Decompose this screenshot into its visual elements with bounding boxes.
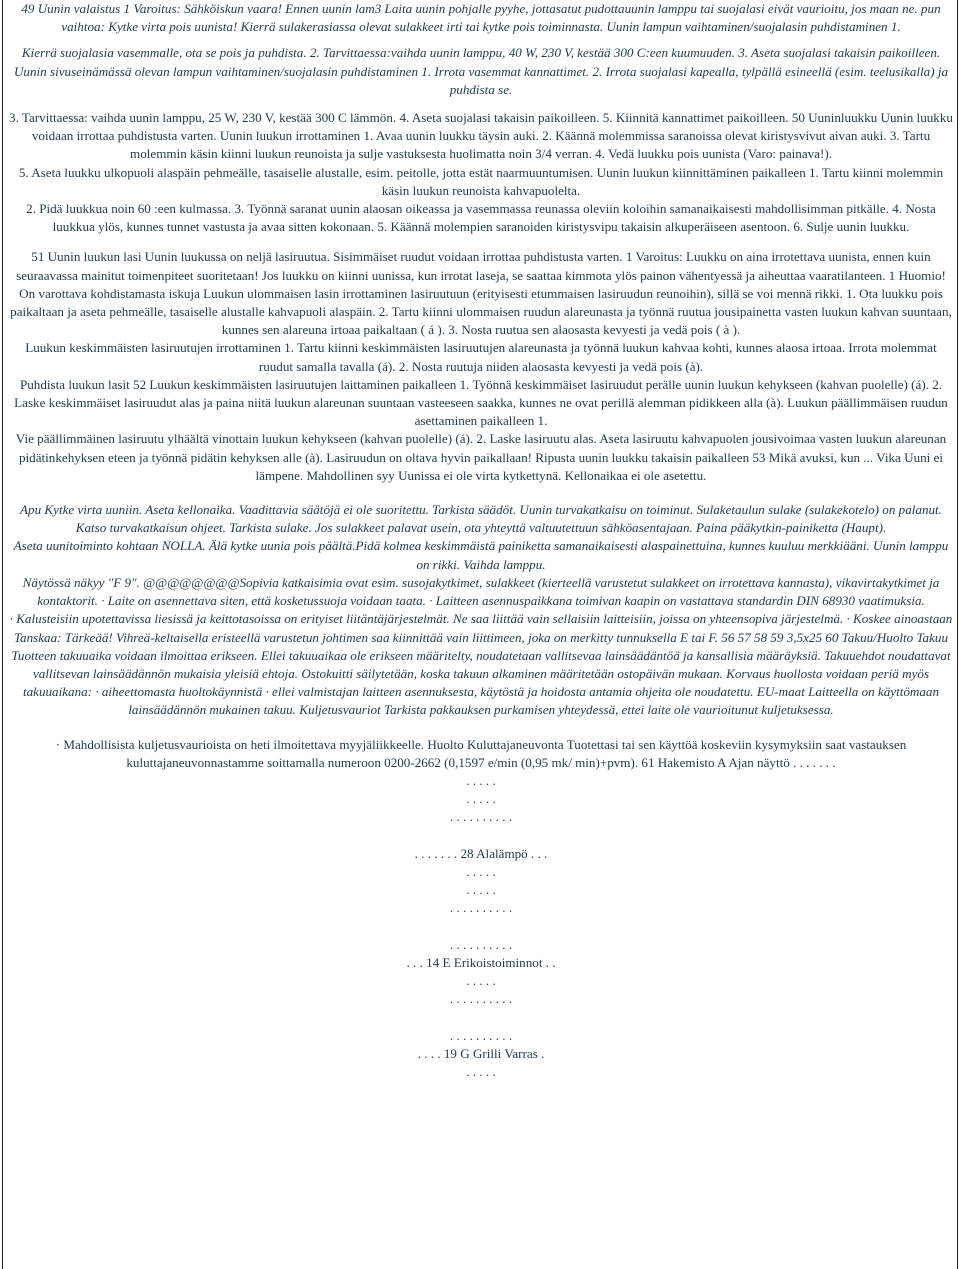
index-line: . . . . .	[466, 1064, 496, 1080]
index-line: . . . . . . . . . .	[449, 936, 513, 952]
text-block-door-hinges: 2. Pidä luukkua noin 60 :een kulmassa. 3. Työnnä saranat uunin alaosan oikeassa ja vasemmassa reunassa oleviin koloihin samanaikaisesti mahdollisimman pitkälle. 4. Nosta luukkua ylös, kunnes tunnet vastusta ja avaa sitten kokonaan. 5. Käännä molempien saranoiden kiristysvipu takaisin alkuperäiseen asentoon. 6. Sulje uunin luukku.	[26, 201, 936, 235]
index-line: . . . . .	[466, 772, 496, 788]
text-block-clean-glass: Puhdista luukun lasit 52 Luukun keskimmäisten lasiruutujen laittaminen paikalleen 1. Työnnä keskimmäiset lasiruudut perälle uunin luukun kehykseen (kahvan puolelle) (á). 2. Laske keskimmäiset lasiruudut alas ja paina niitä luukun alareunan suuntaan vasteeseen saakka, kunnes ne ovat perillä alemman pidikkeen alla (à). Luukun päällimmäisen ruudun asettaminen paikalleen 1.	[14, 376, 948, 429]
text-block-troubleshoot-help: Apu Kytke virta uuniin. Aseta kellonaika. Vaadittavia säätöjä ei ole suoritettu. Tarkista säädöt. Uunin turvakatkaisu on toiminut. Sulaketaulun sulake (sulakekotelo) on palanut. Katso turvakatkaisun ohjeet. Tarkista sulake. Jos sulakkeet palavat usein, ota yhteyttä valtuutettuun sähköasentajaan. Paina pääkytkin-painiketta (Haupt).	[20, 502, 942, 536]
document-page	[2, 0, 958, 1269]
document-body	[3, 0, 957, 1081]
text-block-door-glass: 51 Uunin luukun lasi Uunin luukussa on neljä lasiruutua. Sisimmäiset ruudut voidaan irrottaa puhdistusta varten. 1 Varoitus: Luukku on aina irrotettava uunista, ennen kuin seuraavassa mainitut toimenpiteet suoritetaan! Jos luukku on kiinni uunissa, kun irrotat laseja, se saattaa kimmota ylös painon vähentyessä ja aiheuttaa vaaratilanteen. 1 Huomio! On varottava kohdistamasta iskuja Luukun ulommaisen lasin irrottaminen lasiruutuun (erityisesti etummaisen lasiruudun reunoihin), sillä se voi mennä rikki. 1. Ota luukku pois paikaltaan ja aseta pehmeälle, tasaiselle alustalle kahvapuoli alaspäin. 2. Tartu kiinni ulommaisen ruudun alareunasta ja työnnä ruutua jousipainetta vasten luukun kahvan suuntaan, kunnes sen alareuna irtoaa paikaltaan ( á ). 3. Nosta ruutua sen alaosasta kevyesti ja vedä pois ( à ).	[10, 249, 952, 338]
index-line	[9, 827, 953, 845]
text-block-middle-panes: Luukun keskimmäisten lasiruutujen irrottaminen 1. Tartu kiinni keskimmäisten lasiruutujen alareunasta ja työnnä luukun kahvaa kohti, kunnes alaosa irtoaa. Irrota molemmat ruudut samalla tavalla (á). 2. Nosta ruutuja niiden alaosasta kevyesti ja vedä pois (à).	[25, 340, 937, 374]
index-line: . . . . . . . 28 Alalämpö . . .	[414, 845, 548, 861]
index-line: . . . . .	[466, 882, 496, 898]
index-line: . . . . .	[466, 863, 496, 879]
index-line: . . . . . . . . . .	[449, 991, 513, 1007]
index-line: . . . . . . . . . .	[449, 900, 513, 916]
index-line	[9, 1009, 953, 1027]
index-line: . . . . .	[466, 973, 496, 989]
text-block-troubleshoot-reset: Aseta uunitoiminto kohtaan NOLLA. Älä kytke uunia pois päältä.Pidä kolmea keskimmäistä painiketta samanaikaisesti alaspainettuina, kunnes kuuluu merkkiääni. Uunin lamppu on rikki. Vaihda lamppu.	[13, 538, 949, 572]
index-line: . . . . . . . . . .	[449, 1027, 513, 1043]
text-block-door-removal: 3. Tarvittaessa: vaihda uunin lamppu, 25 W, 230 V, kestää 300 C lämmön. 4. Aseta suojalasi takaisin paikoilleen. 5. Kiinnitä kannattimet paikoilleen. 50 Uuninluukku Uunin luukku voidaan irrottaa puhdistusta varten. Uunin luukun irrottaminen 1. Avaa uunin luukku täysin auki. 2. Käännä molemmissa saranoissa olevat kiristysvivut aivan auki. 3. Tartu molemmin käsin kiinni luukun reunoista ja sulje vastuksesta huolimatta noin 3/4 verran. 4. Vedä luukku pois uunista (Varo: painava!).	[9, 110, 953, 162]
index-line: . . . . . . . . . .	[449, 809, 513, 825]
index-list	[9, 772, 953, 1081]
text-block-warranty: · Kalusteisiin upotettavissa liesissä ja keittotasoissa on erityiset liitäntäjärjestelmät. Ne saa liittää vain sellaisiin laitteisiin, joissa on yhteensopiva järjestelmä. · Koskee ainoastaan Tanskaa: Tärkeää! Vihreä-keltaisella eristeellä varustetun johtimen saa kiinnittää vain liittimeen, joka on merkitty tunnuksella E tai F. 56 57 58 59 3,5x25 60 Takuu/Huolto Takuu Tuotteen takuuaika voidaan ilmoittaa erikseen. Ellei takuuaikaa ole erikseen määritelty, noudatetaan vallitsevaa lainsäädäntöä ja kansallisia määräyksiä. Takuuehdot noudattavat vallitsevan lainsäädännön mukaisia yleisiä ehtoja. Ostokuitti säilytetään, koska takuun alkaminen määritetään ostopäivän mukaan. Korvaus huollosta voidaan periä myös takuuaikana: · aiheettomasta huoltokäynnistä · ellei valmistajan laitteen asennuksesta, käytöstä ja hoidosta antamia ohjeita ole noudatettu. EU-maat Laitteella on käyttömaan lainsäädännön mukainen takuu. Kuljetusvauriot Tarkista pakkauksen purkamisen yhteydessä, ettei laite ole vaurioitunut kuljetuksessa.	[9, 611, 953, 718]
text-block-lamp-intro: 49 Uunin valaistus 1 Varoitus: Sähköiskun vaara! Ennen uunin lam3 Laita uunin pohjalle pyyhe, jottasatut pudottauunin lamppu tai suojalasi eivät vaurioitu, jos maan ne. pun vaihtoa: Kytke virta pois uunista! Kierrä sulakerasiassa olevat sulakkeet irti tai kytke pois toiminnasta. Uunin lampun vaihtaminen/suojalasin puhdistaminen 1.	[21, 1, 941, 35]
index-line: . . . . 19 G Grilli Varras .	[417, 1045, 545, 1061]
text-block-lamp-steps: Kierrä suojalasia vasemmalle, ota se pois ja puhdista. 2. Tarvittaessa:vaihda uunin lamppu, 40 W, 230 V, kestää 300 C:een kuumuuden. 3. Aseta suojalasi takaisin paikoilleen. Uunin sivuseinämässä olevan lampun vaihtaminen/suojalasin puhdistaminen 1. Irrota vasemmat kannattimet. 2. Irrota suojalasi kapealla, tylpällä esineellä (esim. teelusikalla) ja puhdista se.	[13, 45, 949, 97]
text-block-installation: Näytössä näkyy "F 9". @@@@@@@@Sopivia katkaisimia ovat esim. susojakytkimet, sulakkeet (kierteellä varustetut sulakkeet on irrotettava kannasta), vikavirtakytkimet ja kontaktorit. · Laite on asennettava siten, että kosketussuoja voidaan taata. · Laitteen asennuspaikkana toimivan kaapin on vastattava standardin DIN 68930 vaatimuksia.	[22, 574, 940, 609]
text-block-service: · Mahdollisista kuljetusvaurioista on heti ilmoitettava myyjäliikkeelle. Huolto Kuluttajaneuvonta Tuotettasi tai sen käyttöä koskeviin kysymyksiin saat vastauksen kuluttajaneuvonnastamme soittamalla numeroon 0200-2662 (0,1597 e/min (0,95 mk/ min)+pvm). 61 Hakemisto A Ajan näyttö . . . . . . .	[55, 736, 907, 770]
text-block-door-attach: 5. Aseta luukku ulkopuoli alaspäin pehmeälle, tasaiselle alustalle, esim. peitolle, jotta estät naarmuuntumisen. Uunin luukun kiinnittäminen paikalleen 1. Tartu kiinni molemmin käsin luukun reunoista kahvapuolelta.	[18, 164, 944, 198]
text-block-top-pane: Vie päällimmäinen lasiruutu ylhäältä vinottain luukun kehykseen (kahvan puolelle) (á). 2. Laske lasiruutu alas. Aseta lasiruutu kahvapuolen jousivoimaa vasten luukun alareunan pidätinkehyksen eteen ja työnnä pidätin kehyksen alle (à). Lasiruudun on oltava hyvin paikallaan! Ripusta uunin luukku takaisin paikalleen 53 Mikä avuksi, kun ... Vika Uuni ei lämpene. Mahdollinen syy Uunissa ei ole virta kytkettynä. Kellonaikaa ei ole asetettu.	[15, 431, 947, 483]
index-line	[9, 918, 953, 936]
index-line: . . . . .	[466, 791, 496, 807]
index-line: . . . 14 E Erikoistoiminnot . .	[406, 954, 556, 970]
